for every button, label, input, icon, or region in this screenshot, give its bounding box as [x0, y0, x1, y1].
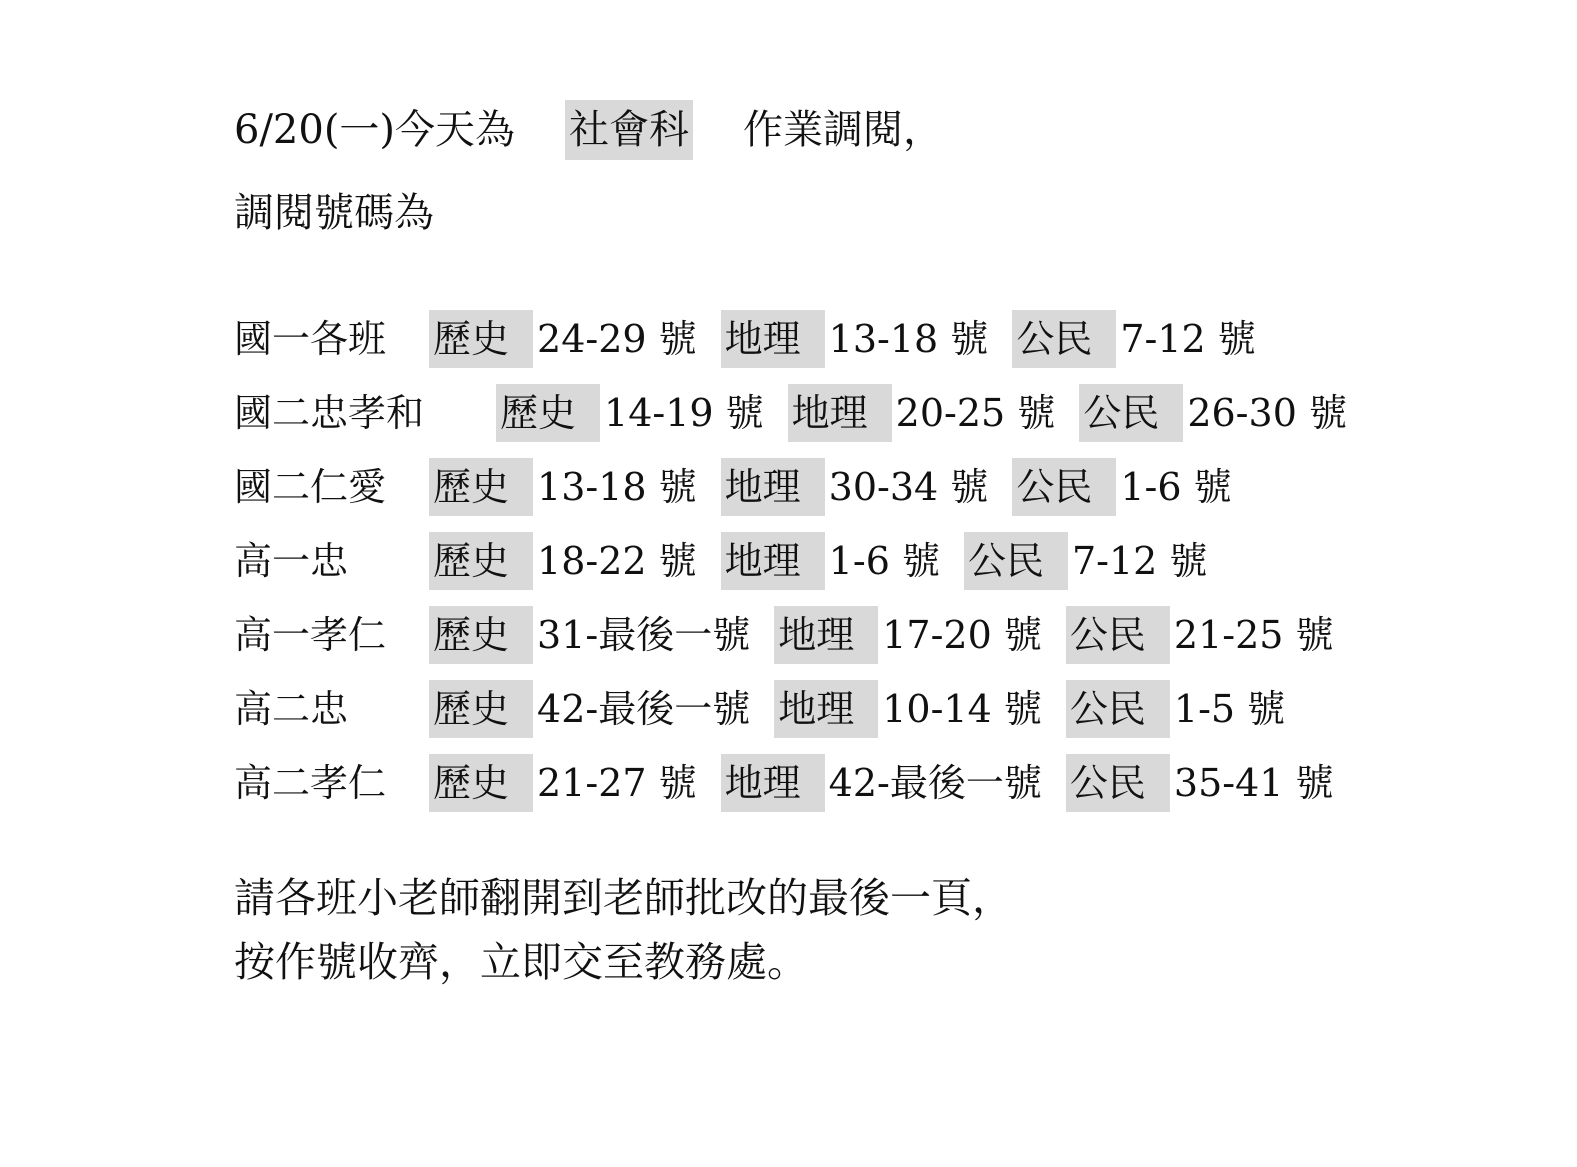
history-range: 14-19 號 — [604, 391, 764, 435]
class-name: 高二孝仁 — [234, 761, 387, 805]
geography-label: 地理 — [721, 754, 825, 812]
schedule-row — [234, 458, 1256, 516]
geography-label: 地理 — [774, 680, 878, 738]
civics-label: 公民 — [1066, 754, 1170, 812]
class-name: 高一孝仁 — [234, 613, 387, 657]
schedule-row — [234, 606, 1358, 664]
civics-label: 公民 — [964, 532, 1068, 590]
civics-label: 公民 — [1066, 606, 1170, 664]
civics-range: 7-12 號 — [1120, 317, 1256, 361]
schedule-row — [234, 754, 1358, 812]
history-range: 42-最後一號 — [537, 687, 751, 731]
history-label: 歷史 — [429, 606, 533, 664]
intro-date-text: 6/20(一)今天為 — [234, 107, 516, 153]
subject-highlight: 社會科 — [565, 100, 693, 160]
history-range: 21-27 號 — [537, 761, 697, 805]
geography-label: 地理 — [774, 606, 878, 664]
civics-range: 21-25 號 — [1173, 613, 1334, 657]
geography-label: 地理 — [788, 384, 892, 442]
history-label: 歷史 — [429, 680, 533, 738]
closing-line-2 — [234, 934, 808, 990]
class-name: 國二忠孝和 — [234, 391, 425, 435]
civics-label: 公民 — [1066, 680, 1170, 738]
geography-label: 地理 — [721, 458, 825, 516]
civics-label: 公民 — [1012, 310, 1116, 368]
geography-range: 17-20 號 — [882, 613, 1042, 657]
geography-range: 13-18 號 — [828, 317, 989, 361]
history-label: 歷史 — [496, 384, 600, 442]
history-label: 歷史 — [429, 532, 533, 590]
intro-line-2 — [234, 183, 434, 243]
geography-range: 10-14 號 — [882, 687, 1042, 731]
schedule-row — [234, 384, 1371, 442]
history-range: 24-29 號 — [537, 317, 697, 361]
civics-range: 1-6 號 — [1120, 465, 1232, 509]
civics-range: 7-12 號 — [1071, 539, 1208, 583]
history-range: 31-最後一號 — [537, 613, 751, 657]
closing-line-1 — [234, 870, 1013, 926]
closing-instruction-1: 請各班小老師翻開到老師批改的最後一頁， — [234, 874, 1013, 922]
history-range: 18-22 號 — [537, 539, 697, 583]
class-name: 高二忠 — [234, 687, 349, 731]
closing-instruction-2: 按作號收齊，立即交至教務處。 — [234, 938, 808, 986]
schedule-row — [234, 310, 1280, 368]
civics-range: 26-30 號 — [1187, 391, 1347, 435]
schedule-row — [234, 532, 1231, 590]
geography-label: 地理 — [721, 532, 825, 590]
geography-range: 30-34 號 — [828, 465, 989, 509]
geography-range: 42-最後一號 — [828, 761, 1042, 805]
civics-range: 1-5 號 — [1173, 687, 1286, 731]
history-range: 13-18 號 — [537, 465, 697, 509]
intro-numbers-heading: 調閱號碼為 — [234, 190, 434, 236]
geography-range: 1-6 號 — [828, 539, 940, 583]
geography-range: 20-25 號 — [895, 391, 1056, 435]
intro-line-1 — [234, 100, 943, 160]
schedule-row — [234, 680, 1309, 738]
geography-label: 地理 — [721, 310, 825, 368]
history-label: 歷史 — [429, 310, 533, 368]
class-name: 國二仁愛 — [234, 465, 387, 509]
class-name: 高一忠 — [234, 539, 349, 583]
class-name: 國一各班 — [234, 317, 387, 361]
civics-range: 35-41 號 — [1173, 761, 1334, 805]
history-label: 歷史 — [429, 754, 533, 812]
history-label: 歷史 — [429, 458, 533, 516]
intro-suffix-text: 作業調閱， — [743, 107, 944, 153]
civics-label: 公民 — [1012, 458, 1116, 516]
civics-label: 公民 — [1079, 384, 1183, 442]
